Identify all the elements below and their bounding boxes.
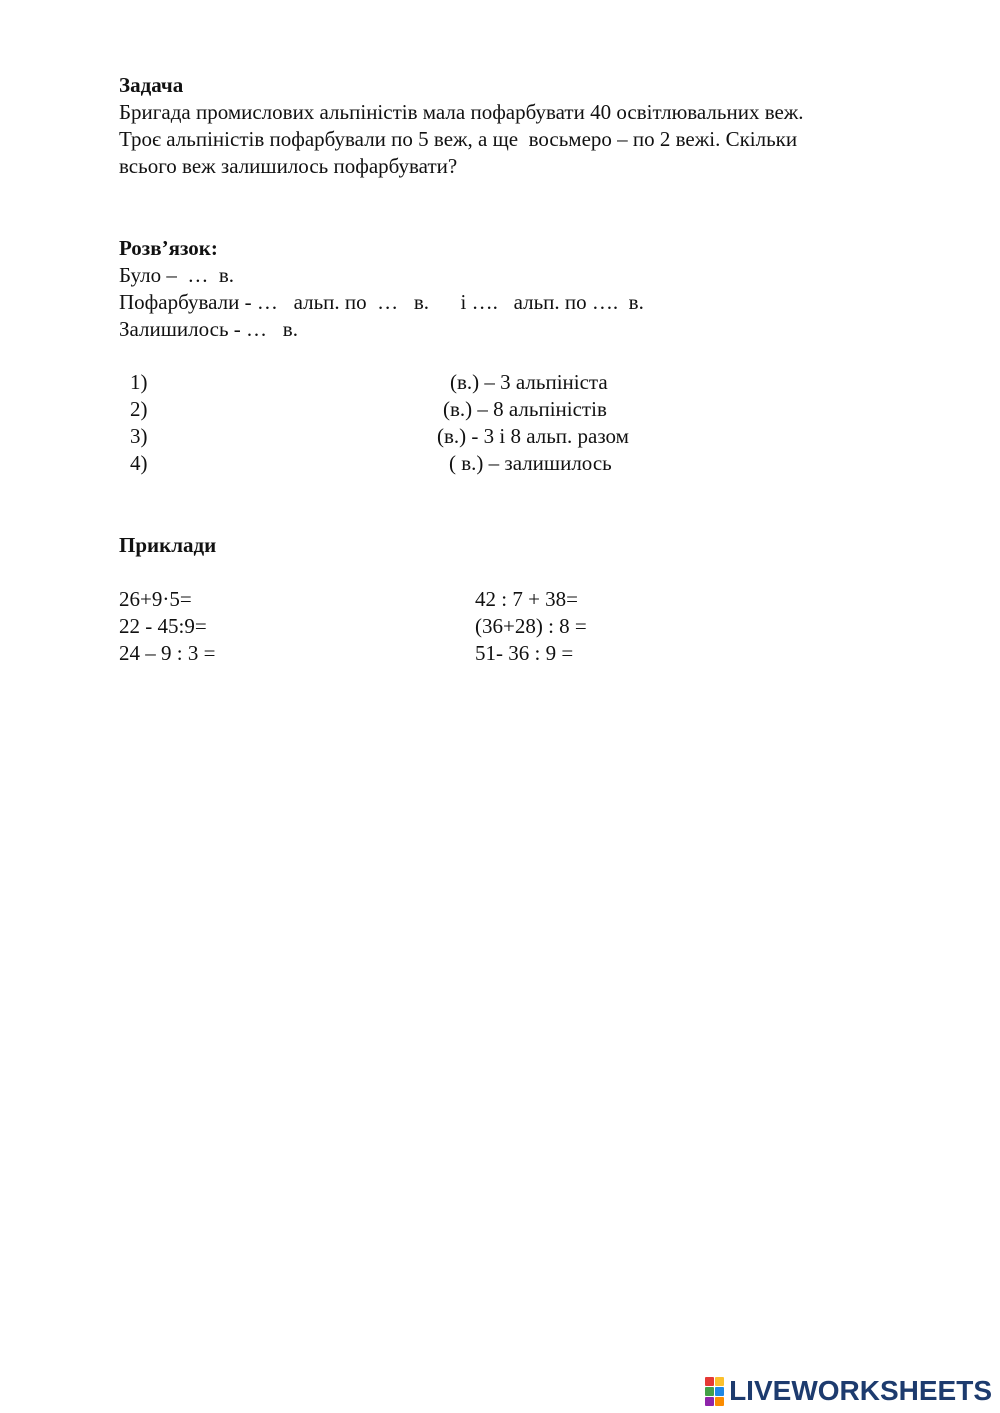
- logo-block: [705, 1377, 714, 1386]
- step-text-2: (в.) – 8 альпіністів: [443, 397, 607, 421]
- step-number-1: 1): [130, 370, 148, 394]
- step-number-2: 2): [130, 397, 148, 421]
- logo-block: [715, 1387, 724, 1396]
- example-left-2: 22 - 45:9=: [119, 614, 207, 638]
- logo-block: [715, 1397, 724, 1406]
- liveworksheets-logo: [705, 1375, 992, 1407]
- logo-block: [715, 1377, 724, 1386]
- logo-block: [705, 1387, 714, 1396]
- example-left-3: 24 – 9 : 3 =: [119, 641, 216, 665]
- task-heading: Задача: [119, 73, 184, 97]
- example-right-2: (36+28) : 8 =: [475, 614, 587, 638]
- examples-heading: Приклади: [119, 533, 217, 557]
- solution-heading: Розв’язок:: [119, 236, 218, 260]
- task-text-line-3: всього веж залишилось пофарбувати?: [119, 154, 458, 178]
- task-text-line-2: Троє альпіністів пофарбували по 5 веж, а ще восьмеро – по 2 вежі. Скільки: [119, 127, 798, 151]
- task-text-line-1: Бригада промислових альпіністів мала пофарбувати 40 освітлювальних веж.: [119, 100, 804, 124]
- step-number-4: 4): [130, 451, 148, 475]
- step-text-3: (в.) - 3 і 8 альп. разом: [437, 424, 629, 448]
- step-number-3: 3): [130, 424, 148, 448]
- step-text-1: (в.) – 3 альпініста: [450, 370, 608, 394]
- solution-line-initial: Було – … в.: [119, 263, 235, 287]
- example-right-3: 51- 36 : 9 =: [475, 641, 574, 665]
- logo-blocks-icon: [705, 1377, 724, 1406]
- step-text-4: ( в.) – залишилось: [449, 451, 612, 475]
- example-right-1: 42 : 7 + 38=: [475, 587, 579, 611]
- solution-line-remaining: Залишилось - … в.: [119, 317, 298, 341]
- logo-block: [705, 1397, 714, 1406]
- solution-line-painted: Пофарбували - … альп. по … в. і …. альп. по …. в.: [119, 290, 644, 314]
- logo-text: LIVEWORKSHEETS: [729, 1375, 992, 1406]
- example-left-1: 26+9·5=: [119, 587, 192, 611]
